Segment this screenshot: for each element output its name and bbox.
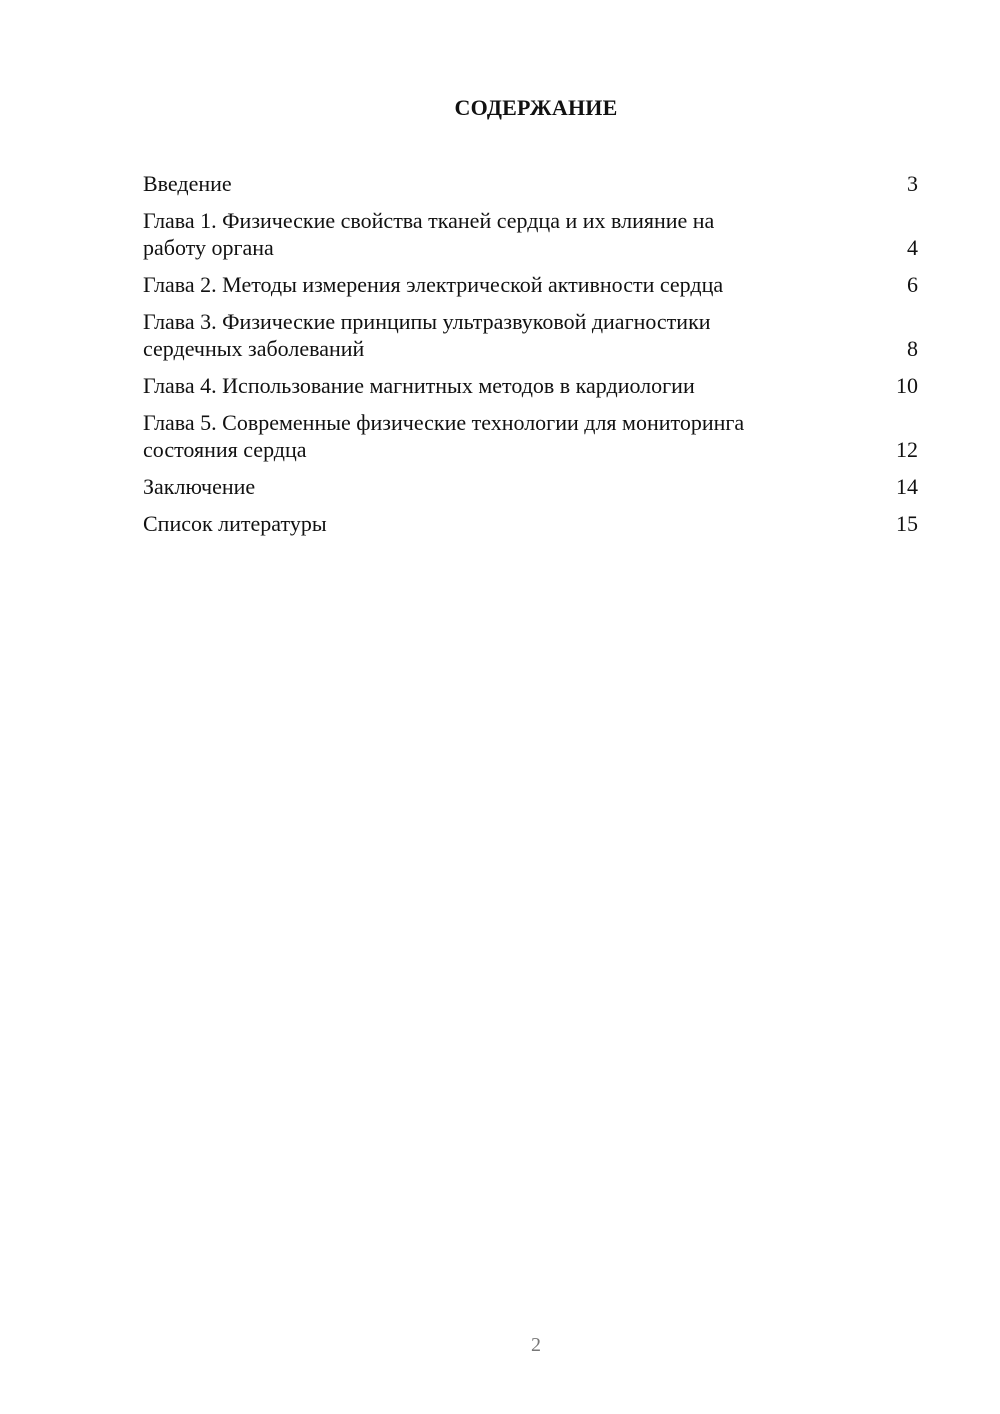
toc-title: СОДЕРЖАНИЕ (454, 95, 618, 120)
toc-entry-line: Глава 1. Физические свойства тканей сердца и их влияние на (143, 208, 715, 233)
toc-entry-line: состояния сердца (143, 437, 307, 462)
toc-entry-line: Заключение (143, 474, 256, 499)
toc-entry-chapter-2 (143, 271, 918, 298)
toc-entry-page: 14 (896, 474, 918, 499)
toc-entry-line: Введение (143, 171, 232, 196)
toc-entry-line: Список литературы (143, 511, 327, 536)
toc-entry-conclusion (143, 473, 918, 500)
toc-entry-page: 15 (896, 511, 918, 536)
toc-entry-page: 8 (907, 336, 918, 361)
toc-entry-line: Глава 5. Современные физические технологии для мониторинга (143, 410, 745, 435)
toc-entry-text (143, 207, 833, 261)
page-number: 2 (531, 1334, 541, 1356)
toc-entry-introduction (143, 170, 918, 197)
toc-entry-line: Глава 2. Методы измерения электрической активности сердца (143, 272, 724, 297)
toc-entry-chapter-1 (143, 207, 918, 261)
toc-entry-references (143, 510, 918, 537)
toc-entry-text (143, 271, 833, 298)
toc-entry-text (143, 170, 833, 197)
toc-entry-text (143, 473, 833, 500)
toc-entry-line: Глава 3. Физические принципы ультразвуковой диагностики (143, 309, 711, 334)
toc-entry-line: работу органа (143, 235, 274, 260)
toc-entry-chapter-4 (143, 372, 918, 399)
toc-entry-text (143, 409, 833, 463)
toc-entry-page: 4 (907, 235, 918, 260)
toc-entry-page: 6 (907, 272, 918, 297)
toc-entry-text (143, 308, 833, 362)
toc-entry-chapter-5 (143, 409, 918, 463)
toc-entry-page: 3 (907, 171, 918, 196)
toc-entry-page: 12 (896, 437, 918, 462)
toc-entry-line: Глава 4. Использование магнитных методов в кардиологии (143, 373, 695, 398)
toc-list (143, 170, 918, 547)
toc-entry-chapter-3 (143, 308, 918, 362)
toc-entry-page: 10 (896, 373, 918, 398)
toc-entry-text (143, 510, 833, 537)
toc-entry-text (143, 372, 833, 399)
toc-entry-line: сердечных заболеваний (143, 336, 365, 361)
